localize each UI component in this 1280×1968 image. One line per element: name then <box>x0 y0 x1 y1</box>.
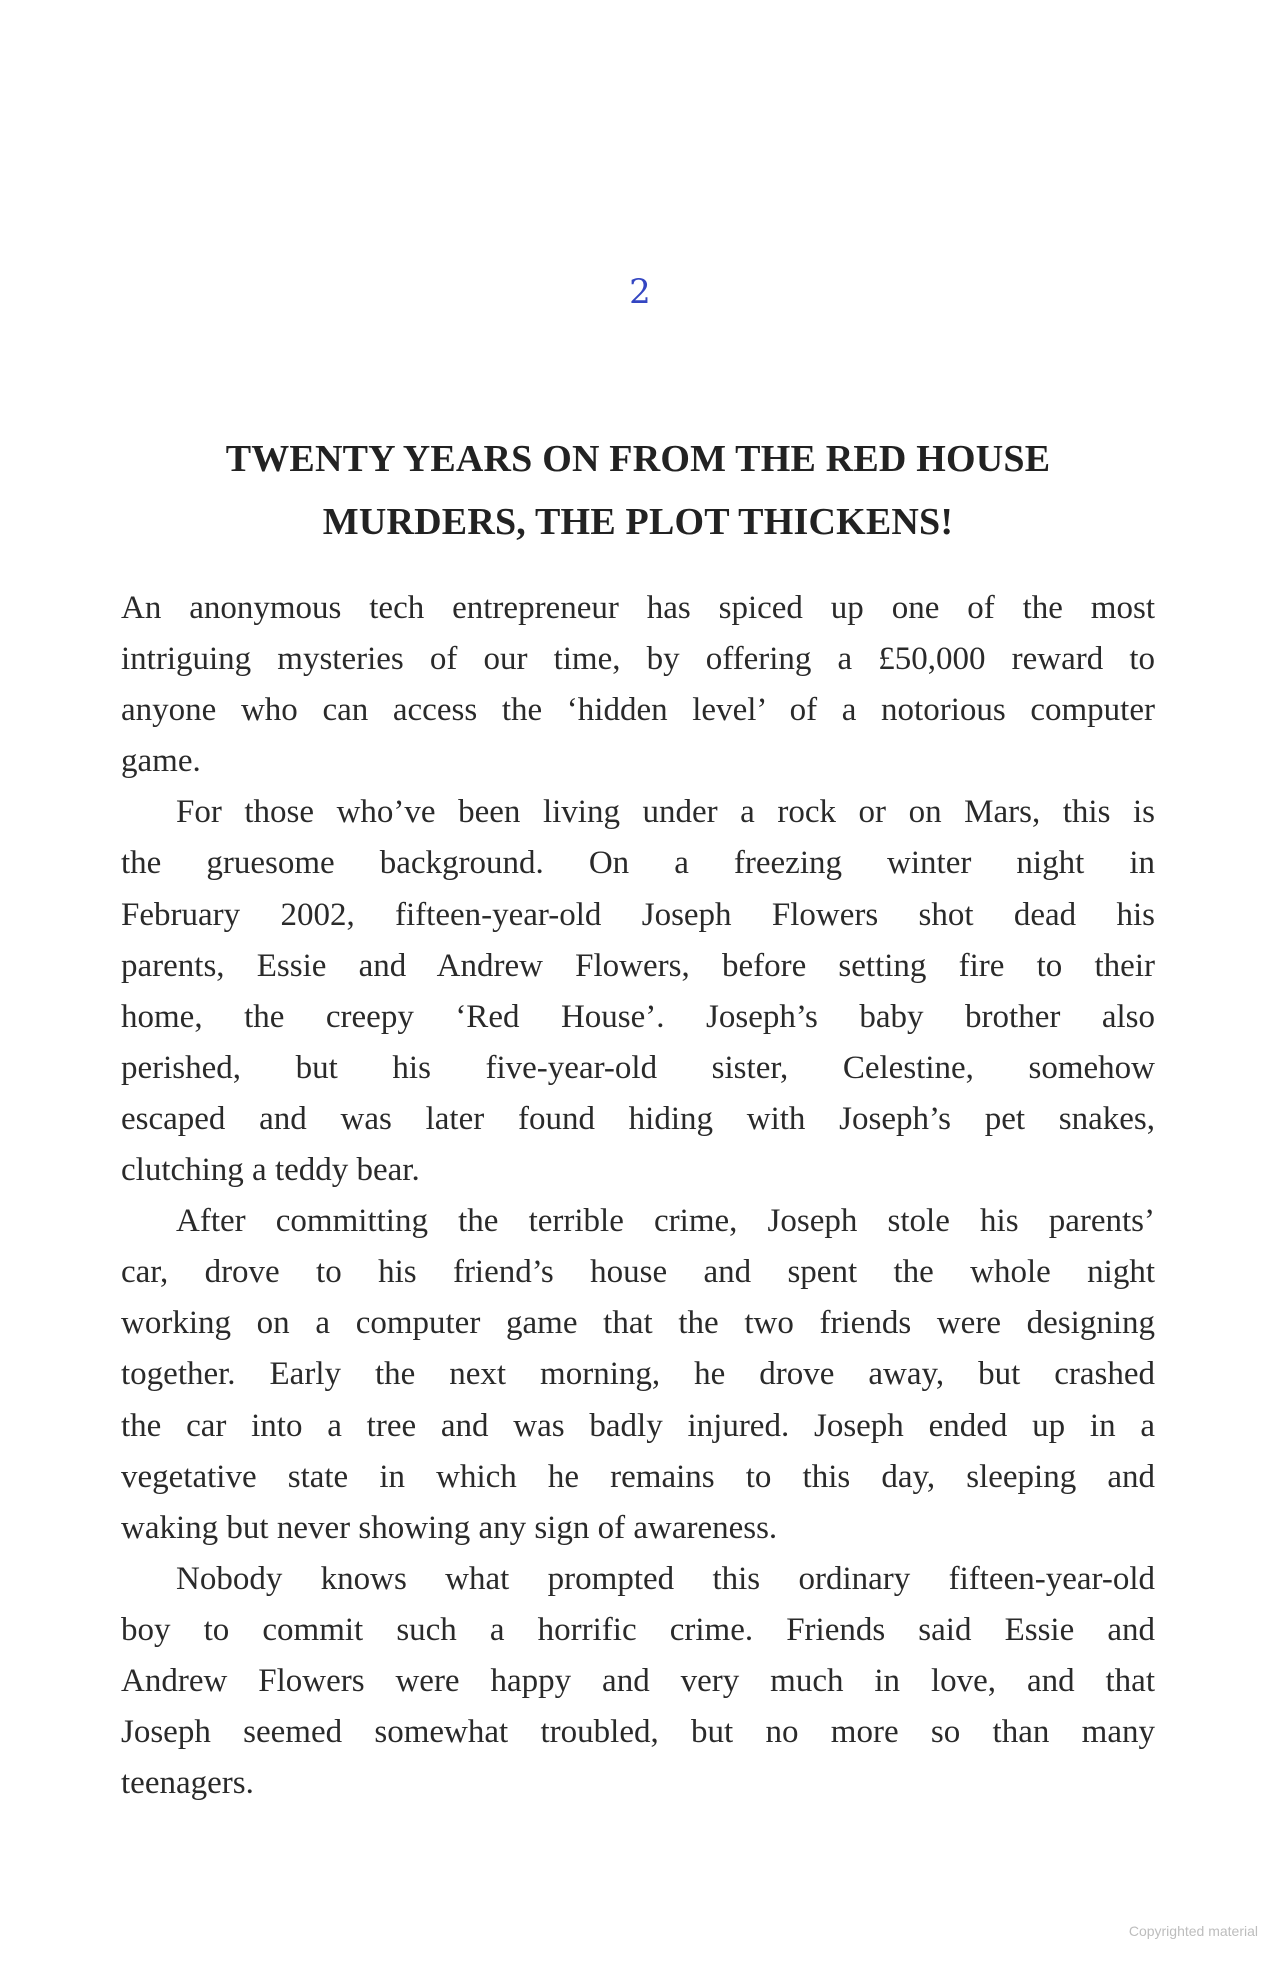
text-line: together. Early the next morning, he drove away, but crashed <box>121 1356 1155 1393</box>
text-line: parents, Essie and Andrew Flowers, before setting fire to their <box>121 947 1155 984</box>
body-text <box>121 583 1155 1809</box>
heading-line: TWENTY YEARS ON FROM THE RED HOUSE <box>225 438 1051 480</box>
copyright-notice: Copyrighted material <box>1128 1923 1258 1939</box>
text-line: clutching a teddy bear. <box>121 1152 420 1189</box>
text-line: waking but never showing any sign of awareness. <box>121 1509 778 1546</box>
text-line: the car into a tree and was badly injured. Joseph ended up in a <box>121 1407 1155 1444</box>
text-line: For those who’ve been living under a rock or on Mars, this is <box>176 794 1155 831</box>
text-line: vegetative state in which he remains to this day, sleeping and <box>121 1458 1155 1495</box>
text-line: teenagers. <box>121 1765 254 1802</box>
text-line: February 2002, fifteen-year-old Joseph Flowers shot dead his <box>121 896 1155 933</box>
text-line: perished, but his five-year-old sister, Celestine, somehow <box>121 1049 1155 1086</box>
text-line: intriguing mysteries of our time, by offering a £50,000 reward to <box>121 641 1155 678</box>
page-number: 2 <box>629 272 651 312</box>
text-line: boy to commit such a horrific crime. Friends said Essie and <box>121 1611 1155 1648</box>
text-line: An anonymous tech entrepreneur has spiced up one of the most <box>121 590 1155 626</box>
text-line: Nobody knows what prompted this ordinary fifteen-year-old <box>176 1560 1155 1597</box>
text-line: car, drove to his friend’s house and spent the whole night <box>121 1254 1155 1291</box>
text-line: Andrew Flowers were happy and very much in love, and that <box>121 1662 1155 1699</box>
text-line: game. <box>121 743 201 780</box>
text-line: escaped and was later found hiding with Joseph’s pet snakes, <box>121 1100 1155 1137</box>
chapter-heading <box>121 428 1155 554</box>
text-line: anyone who can access the ‘hidden level’ of a notorious computer <box>121 692 1155 729</box>
text-line: the gruesome background. On a freezing winter night in <box>121 845 1155 882</box>
text-line: home, the creepy ‘Red House’. Joseph’s baby brother also <box>121 998 1155 1035</box>
heading-line: MURDERS, THE PLOT THICKENS! <box>322 501 954 543</box>
text-line: Joseph seemed somewhat troubled, but no more so than many <box>121 1714 1155 1751</box>
text-line: working on a computer game that the two friends were designing <box>121 1305 1155 1342</box>
text-line: After committing the terrible crime, Joseph stole his parents’ <box>176 1203 1155 1240</box>
